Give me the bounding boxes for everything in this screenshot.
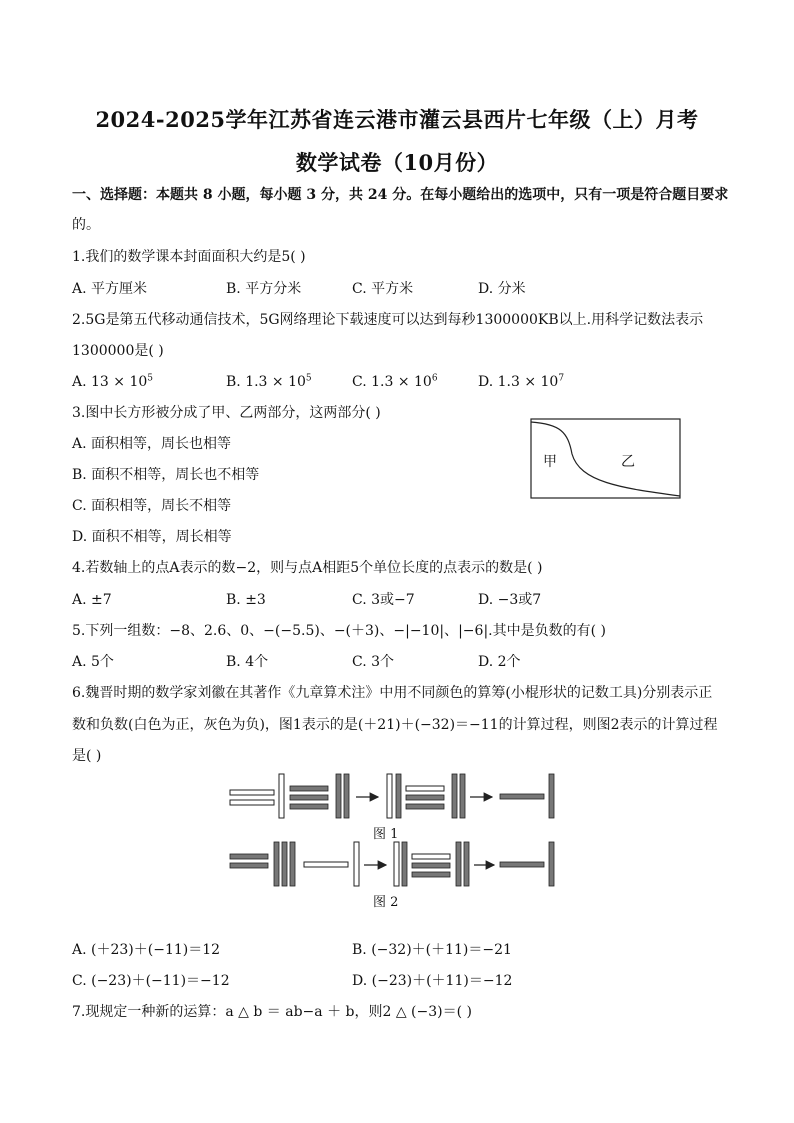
q6-figure-2-counting-rods xyxy=(228,840,558,890)
q6-figure-1-counting-rods xyxy=(228,772,558,822)
q3-option-c: C. 面积相等，周长不相等 xyxy=(72,498,232,514)
q1-option-b: B. 平方分米 xyxy=(226,281,302,297)
q6-stem-line2: 数和负数(白色为正，灰色为负)，图1表示的是(＋21)＋(−32)＝−11的计算过程，则图2表示的计算过程 xyxy=(72,717,718,733)
q3-region-label-yi: 乙 xyxy=(621,454,635,470)
q2-option-a: A. $13 \times 10^5$ xyxy=(72,373,154,390)
q3-stem: 3.图中长方形被分成了甲、乙两部分，这两部分( ) xyxy=(72,405,381,421)
exam-title-line1: 2024-2025学年江苏省连云港市灌云县西片七年级（上）月考 xyxy=(95,107,699,132)
q6-stem-line1: 6.魏晋时期的数学家刘徽在其著作《九章算术注》中用不同颜色的算筹(小棍形状的记数工具)分别表示正 xyxy=(72,685,713,701)
exam-title-line2: 数学试卷（10月份） xyxy=(295,150,499,175)
q2-stem-line1: 2.5G是第五代移动通信技术，5G网络理论下载速度可以达到每秒1300000KB以上.用科学记数法表示 xyxy=(72,312,704,328)
section-instruction-line1: 一、选择题：本题共 8 小题，每小题 3 分，共 24 分。在每小题给出的选项中，只有一项是符合题目要求 xyxy=(72,187,729,203)
q4-stem: 4.若数轴上的点A表示的数−2，则与点A相距5个单位长度的点表示的数是( ) xyxy=(72,560,543,576)
q5-option-b: B. 4个 xyxy=(226,654,269,670)
q6-figure-2-caption: 图 2 xyxy=(373,895,399,910)
q6-figure-1-caption: 图 1 xyxy=(373,827,399,842)
q7-stem: 7.现规定一种新的运算：a △ b ＝ ab−a ＋ b，则2 △ (−3)＝( ) xyxy=(72,1004,472,1020)
q1-option-a: A. 平方厘米 xyxy=(72,281,148,297)
q3-option-a: A. 面积相等，周长也相等 xyxy=(72,436,232,452)
q6-option-b: B. (−32)＋(＋11)＝−21 xyxy=(352,942,512,958)
q4-option-b: B. ±3 xyxy=(226,592,266,608)
q6-option-d: D. (−23)＋(＋11)＝−12 xyxy=(352,973,513,989)
q1-stem: 1.我们的数学课本封面面积大约是5( ) xyxy=(72,249,306,265)
q3-option-b: B. 面积不相等，周长也不相等 xyxy=(72,467,260,483)
q4-option-d: D. −3或7 xyxy=(478,592,542,608)
q6-stem-line3: 是( ) xyxy=(72,748,102,764)
q1-option-c: C. 平方米 xyxy=(352,281,414,297)
q5-stem: 5.下列一组数：−8、2.6、0、−(−5.5)、−(＋3)、−|−10|、|−6|.其中是负数的有( ) xyxy=(72,623,606,639)
q3-option-d: D. 面积不相等，周长相等 xyxy=(72,529,232,545)
q5-option-d: D. 2个 xyxy=(478,654,521,670)
q1-option-d: D. 分米 xyxy=(478,281,526,297)
q6-option-a: A. (＋23)＋(−11)＝12 xyxy=(72,942,221,958)
q4-option-c: C. 3或−7 xyxy=(352,592,415,608)
q3-region-label-jia: 甲 xyxy=(543,454,557,470)
q5-option-a: A. 5个 xyxy=(72,654,114,670)
q6-option-c: C. (−23)＋(−11)＝−12 xyxy=(72,973,230,989)
q4-option-a: A. ±7 xyxy=(72,592,112,608)
q2-option-c: C. $1.3 \times 10^6$ xyxy=(352,373,438,390)
q5-option-c: C. 3个 xyxy=(352,654,395,670)
q2-option-d: D. $1.3 \times 10^7$ xyxy=(478,373,565,390)
section-instruction-line2: 的。 xyxy=(72,217,100,233)
q2-stem-line2: 1300000是( ) xyxy=(72,343,164,359)
q2-option-b: B. $1.3 \times 10^5$ xyxy=(226,373,312,390)
